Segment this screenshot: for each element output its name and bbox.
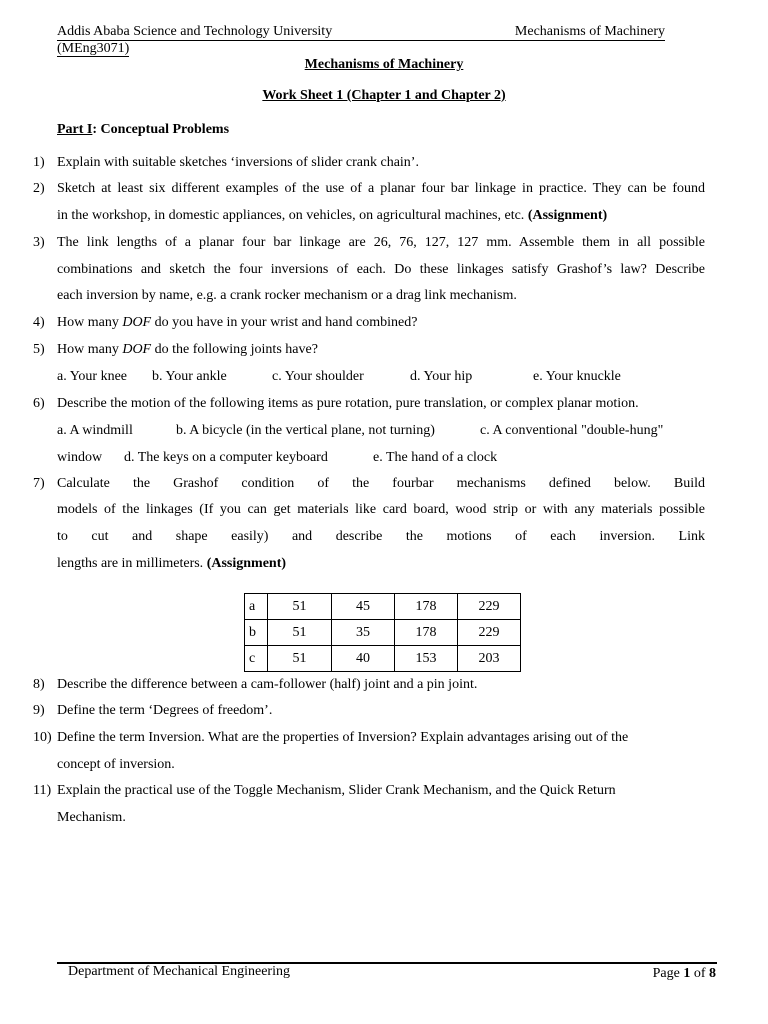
option-a: a. Your knee (57, 369, 127, 384)
question-text: Explain with suitable sketches ‘inversions of slider crank chain’. (57, 155, 419, 170)
question-number: 3) (33, 235, 45, 250)
question-number: 1) (33, 155, 45, 170)
table-cell: 45 (332, 594, 395, 620)
question-number: 11) (33, 783, 52, 798)
table-row (245, 646, 521, 672)
question-number: 4) (33, 315, 45, 330)
question-text: Define the term Inversion. What are the properties of Inversion? Explain advantages arising out of the (57, 730, 629, 745)
table-cell: 203 (458, 646, 521, 672)
table-cell: 35 (332, 620, 395, 646)
part-heading: Part I: Conceptual Problems (57, 122, 230, 137)
question-3-line-3: each inversion by name, e.g. a crank rocker mechanism or a drag link mechanism. (57, 288, 517, 303)
question-number: 8) (33, 677, 45, 692)
question-text: Describe the difference between a cam-follower (half) joint and a pin joint. (57, 677, 478, 692)
question-10-line-2: concept of inversion. (57, 757, 175, 772)
header-course-code: (MEng3071) (57, 41, 130, 56)
page-number: Page 1 of 8 (652, 966, 716, 981)
question-text: Describe the motion of the following items as pure rotation, pure translation, or complex planar motion. (57, 396, 639, 411)
option-e: e. Your knuckle (533, 369, 621, 384)
question-text: How many DOF do you have in your wrist and hand combined? (57, 315, 418, 330)
assignment-tag: (Assignment) (527, 208, 608, 223)
table-cell: 229 (458, 620, 521, 646)
table-cell: 40 (332, 646, 395, 672)
option-e: e. The hand of a clock (373, 450, 498, 465)
question-text: How many DOF do the following joints have? (57, 342, 318, 357)
question-number: 6) (33, 396, 45, 411)
question-number: 10) (33, 730, 52, 745)
running-header (57, 24, 665, 41)
option-c: c. A conventional "double-hung" (480, 423, 664, 438)
table-cell: 229 (458, 594, 521, 620)
option-b: b. Your ankle (152, 369, 227, 384)
table-cell: b (245, 620, 268, 646)
option-a: a. A windmill (57, 423, 133, 438)
table-row (245, 620, 521, 646)
table-cell: 178 (395, 594, 458, 620)
question-text: Define the term ‘Degrees of freedom’. (57, 703, 273, 718)
option-d: d. Your hip (410, 369, 473, 384)
question-2-line-2: in the workshop, in domestic appliances, on vehicles, on agricultural machines, etc. (Assignment) (57, 208, 608, 223)
question-number: 7) (33, 476, 45, 491)
question-11-line-2: Mechanism. (57, 810, 126, 825)
table-cell: 51 (268, 646, 332, 672)
option-b: b. A bicycle (in the vertical plane, not turning) (176, 423, 435, 438)
table-cell: c (245, 646, 268, 672)
assignment-tag: (Assignment) (206, 556, 287, 571)
option-c-continued: window (57, 450, 103, 465)
footer-department: Department of Mechanical Engineering (68, 964, 290, 979)
linkage-lengths-table (244, 593, 521, 672)
question-number: 2) (33, 181, 45, 196)
table-cell: 51 (268, 620, 332, 646)
option-c: c. Your shoulder (272, 369, 364, 384)
option-d: d. The keys on a computer keyboard (124, 450, 328, 465)
question-number: 9) (33, 703, 45, 718)
table-cell: 153 (395, 646, 458, 672)
worksheet-title: Work Sheet 1 (Chapter 1 and Chapter 2) (262, 88, 506, 103)
question-text-line: Calculate the Grashof condition of the fourbar mechanisms defined below. Build (57, 476, 705, 491)
table-row (245, 594, 521, 620)
question-text-line: The link lengths of a planar four bar linkage are 26, 76, 127, 127 mm. Assemble them in all possible (57, 235, 705, 250)
question-7-line-4: lengths are in millimeters. (Assignment) (57, 556, 287, 571)
question-text-line: Sketch at least six different examples of the use of a planar four bar linkage in practice. They can be found (57, 181, 705, 196)
table-cell: 178 (395, 620, 458, 646)
header-course-name: Mechanisms of Machinery (514, 24, 665, 39)
question-text: Explain the practical use of the Toggle Mechanism, Slider Crank Mechanism, and the Quick Return (57, 783, 616, 798)
header-university: Addis Ababa Science and Technology University (57, 24, 333, 39)
table-cell: 51 (268, 594, 332, 620)
question-number: 5) (33, 342, 45, 357)
document-title: Mechanisms of Machinery (304, 57, 464, 72)
table-cell: a (245, 594, 268, 620)
